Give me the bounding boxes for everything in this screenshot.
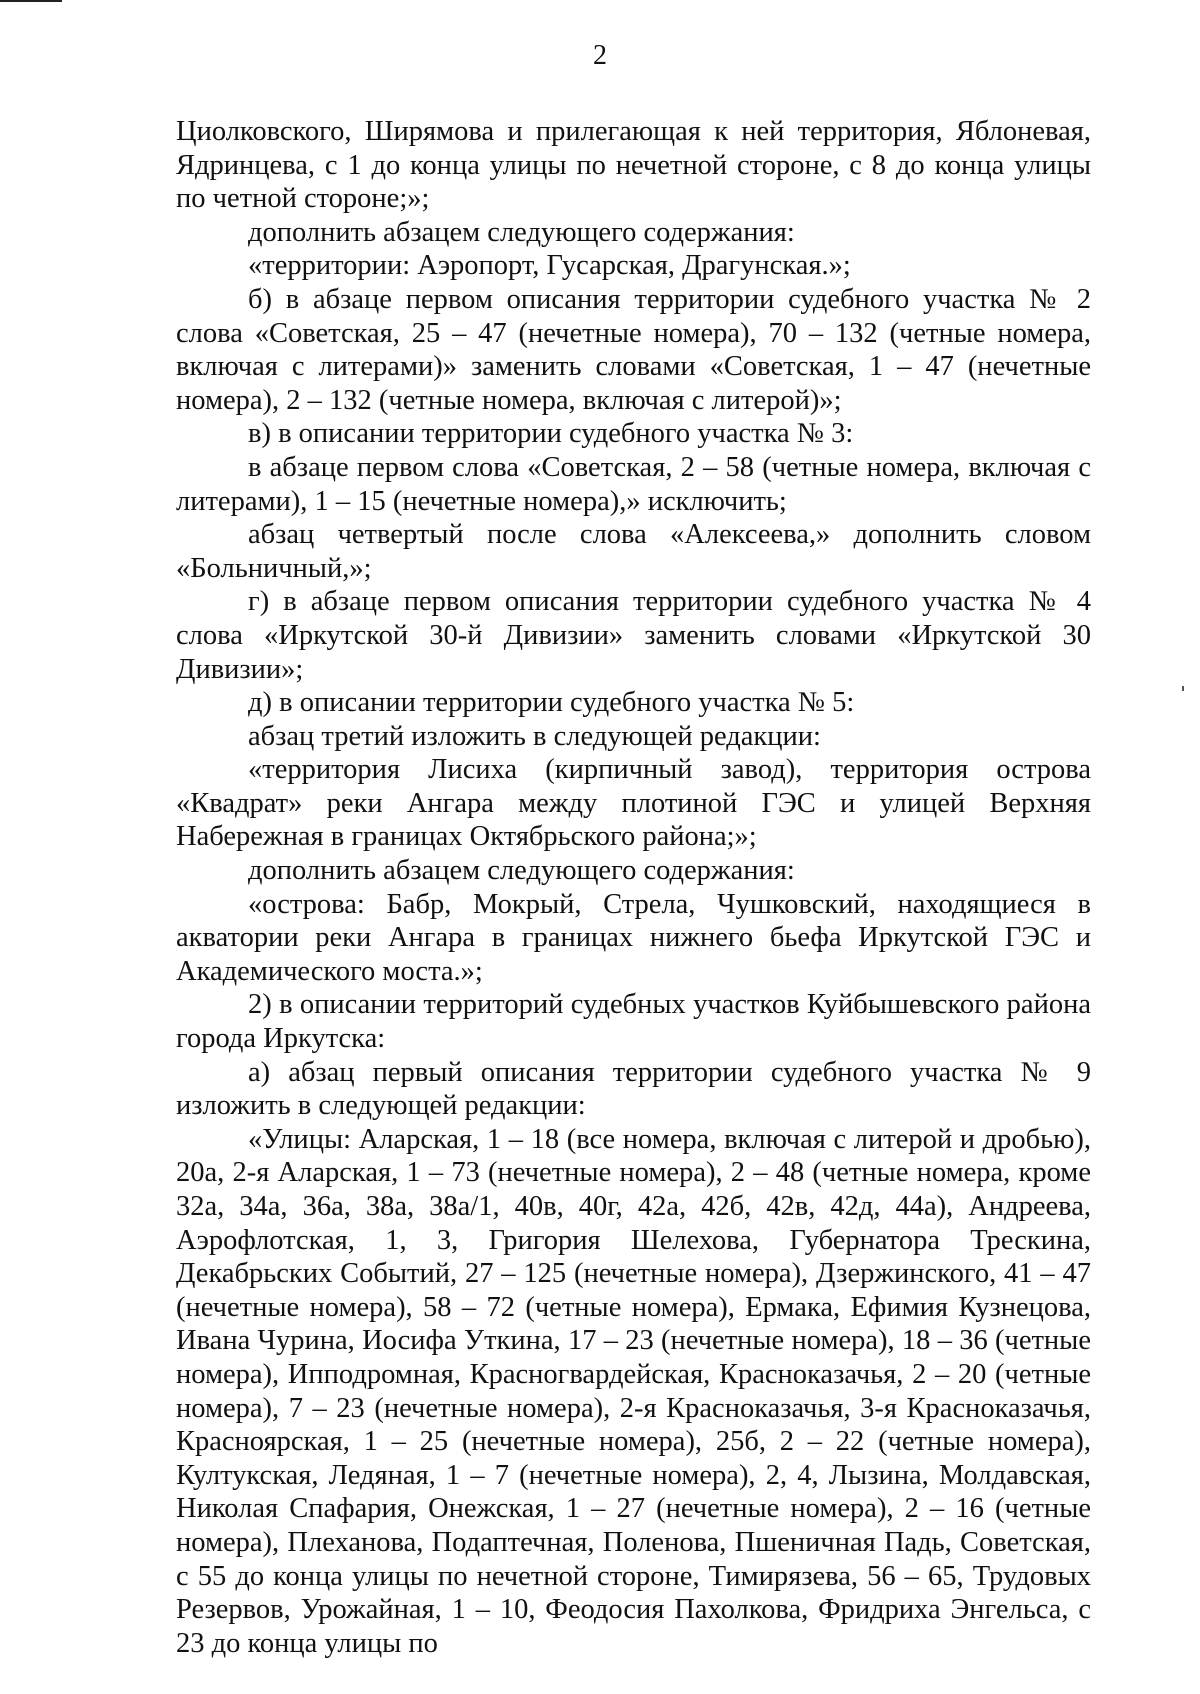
paragraph: абзац четвертый после слова «Алексеева,» дополнить словом «Больничный,»; bbox=[176, 519, 1091, 584]
paragraph: в) в описании территории судебного участка № 3: bbox=[248, 418, 854, 450]
paragraph: «территории: Аэропорт, Гусарская, Драгунская.»; bbox=[248, 250, 851, 282]
document-body bbox=[176, 115, 1091, 1660]
scan-edge-mark bbox=[0, 0, 62, 2]
paragraph: г) в абзаце первом описания территории судебного участка № 4 слова «Иркутской 30-й Дивизии» заменить словами «Иркутской 30 Дивизии»; bbox=[176, 586, 1091, 685]
scan-speck bbox=[1182, 686, 1184, 691]
paragraph: в абзаце первом слова «Советская, 2 – 58 (четные номера, включая с литерами), 1 – 15 (нечетные номера),» исключить; bbox=[176, 451, 1091, 517]
paragraph: д) в описании территории судебного участка № 5: bbox=[248, 687, 855, 719]
paragraph: б) в абзаце первом описания территории судебного участка № 2 слова «Советская, 25 – 47 (нечетные номера), 70 – 132 (четные номера, включая с литерами)» заменить словами «Советская, 1 – 47 (нечетные номера), 2 – 132 (четные номера, включая с литерой)»; bbox=[176, 283, 1091, 416]
paragraph: а) абзац первый описания территории судебного участка № 9 изложить в следующей редакции: bbox=[176, 1056, 1091, 1122]
paragraph: Циолковского, Ширямова и прилегающая к ней территория, Яблоневая, Ядринцева, с 1 до конца улицы по нечетной стороне, с 8 до конца улицы по четной стороне;»; bbox=[176, 116, 1091, 215]
paragraph: дополнить абзацем следующего содержания: bbox=[248, 855, 795, 887]
page-number: 2 bbox=[593, 40, 607, 71]
paragraph: 2) в описании территорий судебных участков Куйбышевского района города Иркутска: bbox=[176, 989, 1091, 1055]
paragraph: «острова: Бабр, Мокрый, Стрела, Чушковский, находящиеся в акватории реки Ангара в границах нижнего бьефа Иркутской ГЭС и Академического моста.»; bbox=[176, 888, 1091, 987]
paragraph: «Улицы: Аларская, 1 – 18 (все номера, включая с литерой и дробью), 20а, 2-я Аларская, 1 – 73 (нечетные номера), 2 – 48 (четные номера, кроме 32а, 34а, 36а, 38а, 38а/1, 40в, 40г, 42а, 42б, 42в, 42д, 44а), Андреева, Аэрофлотская, 1, 3, Григория Шелехова, Губернатора Трескина, Декабрьских Событий, 27 – 125 (нечетные номера), Дзержинского, 41 – 47 (нечетные номера), 58 – 72 (четные номера), Ермака, Ефимия Кузнецова, Ивана Чурина, Иосифа Уткина, 17 – 23 (нечетные номера), 18 – 36 (четные номера), Ипподромная, Красногвардейская, Красноказачья, 2 – 20 (четные номера), 7 – 23 (нечетные номера), 2-я Красноказачья, 3-я Красноказачья, Красноярская, 1 – 25 (нечетные номера), 25б, 2 – 22 (четные номера), Култукская, Ледяная, 1 – 7 (нечетные номера), 2, 4, Лызина, Молдавская, Николая Спафария, Онежская, 1 – 27 (нечетные номера), 2 – 16 (четные номера), Плеханова, Подаптечная, Поленова, Пшеничная Падь, Советская, с 55 до конца улицы по нечетной стороне, Тимирязева, 56 – 65, Трудовых Резервов, Урожайная, 1 – 10, Феодосия Пахолкова, Фридриха Энгельса, с 23 до конца улицы по bbox=[176, 1123, 1091, 1659]
paragraph: дополнить абзацем следующего содержания: bbox=[248, 216, 795, 248]
paragraph: абзац третий изложить в следующей редакции: bbox=[248, 720, 821, 752]
paragraph: «территория Лисиха (кирпичный завод), территория острова «Квадрат» реки Ангара между плотиной ГЭС и улицей Верхняя Набережная в границах Октябрьского района;»; bbox=[176, 754, 1091, 853]
